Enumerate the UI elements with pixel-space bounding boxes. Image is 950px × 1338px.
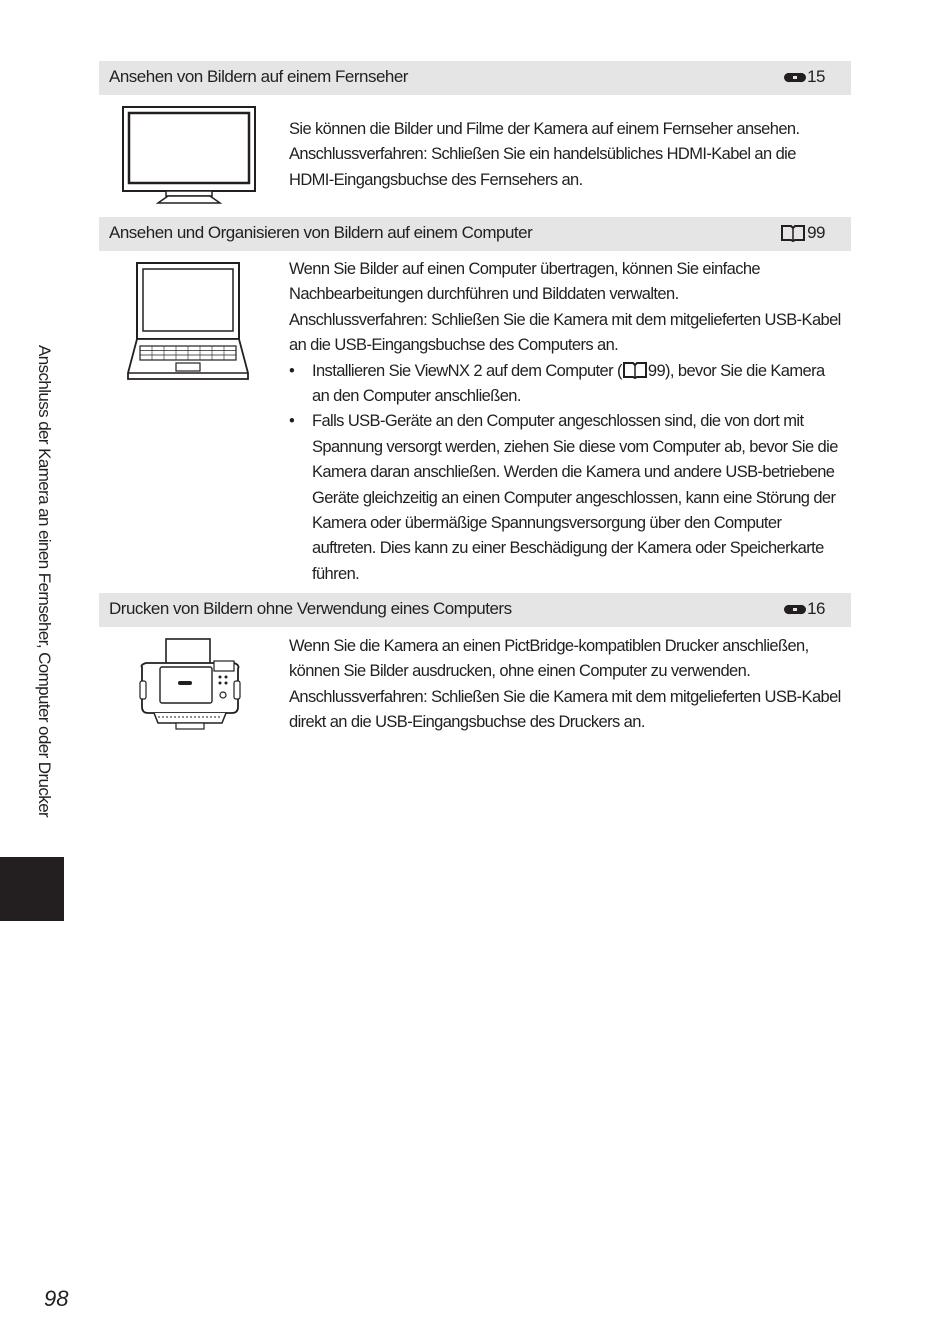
paragraph: Anschlussverfahren: Schließen Sie ein handelsübliches HDMI-Kabel an die HDMI-Eingangsbuchse des Fernsehers an. (289, 145, 796, 189)
list-item (289, 409, 844, 587)
bullet-dot: • (289, 412, 295, 431)
section-ref-number-tv: 15 (807, 67, 825, 86)
paragraph: Anschlussverfahren: Schließen Sie die Kamera mit dem mitgelieferten USB-Kabel direkt an die USB-Eingangsbuchse des Druckers an. (289, 687, 841, 732)
chapter-side-title: Anschluss der Kamera an einen Fernseher, Computer oder Drucker (35, 345, 54, 818)
book-page-icon (780, 224, 806, 242)
section-body-computer (289, 257, 844, 587)
section-header-computer (99, 217, 851, 251)
television-icon (122, 106, 256, 211)
bullet-ref-number[interactable]: 99 (647, 361, 666, 380)
section-ref-tv[interactable] (784, 67, 825, 87)
section-title-tv: Ansehen von Bildern auf einem Fernseher (109, 67, 408, 86)
section-title-printer: Drucken von Bildern ohne Verwendung eines Computers (109, 599, 512, 618)
paragraph: Wenn Sie Bilder auf einen Computer übertragen, können Sie einfache Nachbearbeitungen durchführen und Bilddaten verwalten. (289, 260, 761, 304)
reference-section-icon (784, 602, 806, 617)
section-ref-number-computer: 99 (807, 223, 825, 242)
bullet-list (289, 359, 844, 588)
bullet-text: Falls USB-Geräte an den Computer angeschlossen sind, die von dort mit Spannung versorgt werden, ziehen Sie diese vom Computer ab, bevor Sie die Kamera daran anschließen. Werden die Kamera und andere USB-betriebene Geräte gleichzeitig an einen Computer angeschlossen, kann eine Störung der Kamera oder übermäßige Spannungsversorgung über den Computer auftreten. Dies kann zu einer Beschädigung der Kamera oder Speicherkarte führen. (312, 412, 838, 583)
section-ref-number-printer: 16 (807, 599, 825, 618)
laptop-icon (124, 261, 252, 388)
paragraph: Wenn Sie die Kamera an einen PictBridge-kompatiblen Drucker anschließen, können Sie Bilder ausdrucken, ohne einen Computer zu verwenden. (289, 637, 809, 681)
printer-icon (136, 637, 246, 738)
section-body-printer (289, 634, 844, 736)
page-number: 98 (44, 1286, 69, 1311)
section-body-tv (289, 117, 844, 193)
reference-section-icon (784, 70, 806, 85)
bullet-dot: • (289, 361, 295, 380)
paragraph: Anschlussverfahren: Schließen Sie die Kamera mit dem mitgelieferten USB-Kabel an die USB-Eingangsbuchse des Computers an. (289, 310, 841, 355)
chapter-tab (0, 857, 64, 921)
book-page-icon (622, 361, 648, 379)
section-title-computer: Ansehen und Organisieren von Bildern auf einem Computer (109, 223, 533, 242)
section-ref-printer[interactable] (784, 599, 825, 619)
bullet-text-before: Installieren Sie ViewNX 2 auf dem Computer ( (312, 361, 622, 380)
section-header-tv (99, 61, 851, 95)
paragraph: Sie können die Bilder und Filme der Kamera auf einem Fernseher ansehen. (289, 120, 800, 138)
bullet-text-after: ), bevor Sie die Kamera an den Computer anschließen. (312, 361, 825, 406)
section-header-printer (99, 593, 851, 627)
section-ref-computer[interactable] (780, 223, 825, 243)
list-item (289, 359, 844, 410)
